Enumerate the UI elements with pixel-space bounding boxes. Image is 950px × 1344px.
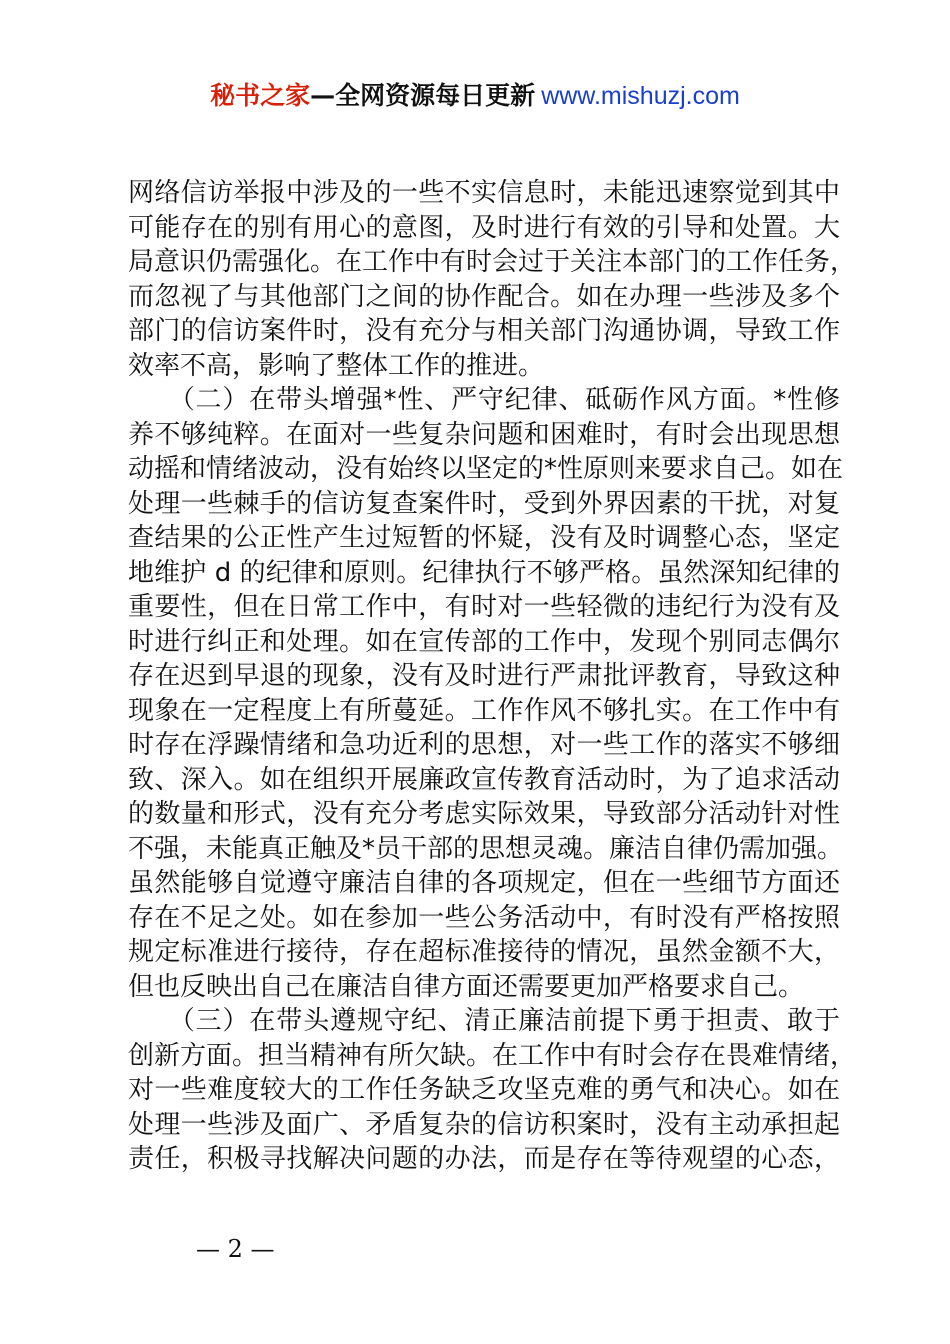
text-line: 虽然能够自觉遵守廉洁自律的各项规定，但在一些细节方面还 xyxy=(128,868,840,898)
site-header xyxy=(0,78,950,114)
text-line: 处理一些棘手的信访复查案件时，受到外界因素的干扰，对复 xyxy=(128,488,840,519)
text-line: 现象在一定程度上有所蔓延。工作作风不够扎实。在工作中有 xyxy=(128,695,840,726)
page-number: — 2 — xyxy=(196,1235,275,1263)
text-line: 的数量和形式，没有充分考虑实际效果，导致部分活动针对性 xyxy=(128,799,840,829)
text-line: 局意识仍需强化。在工作中有时会过于关注本部门的工作任务， xyxy=(128,247,857,277)
text-line: 创新方面。担当精神有所欠缺。在工作中有时会存在畏难情绪， xyxy=(128,1040,857,1071)
text-line: 致、深入。如在组织开展廉政宣传教育活动时，为了追求活动 xyxy=(128,764,840,795)
text-line: （二）在带头增强*性、严守纪律、砥砺作风方面。*性修 xyxy=(128,385,840,415)
document-body xyxy=(128,176,857,1177)
text-line: 责任，积极寻找解决问题的办法，而是存在等待观望的心态， xyxy=(128,1144,840,1174)
text-line: 养不够纯粹。在面对一些复杂问题和困难时，有时会出现思想 xyxy=(128,419,840,450)
site-brand: 秘书之家 xyxy=(210,81,311,110)
text-line: 存在迟到早退的现象，没有及时进行严肃批评教育，导致这种 xyxy=(128,661,840,691)
text-line: 动摇和情绪波动，没有始终以坚定的*性原则来要求自己。如在 xyxy=(128,454,844,484)
text-line: （三）在带头遵规守纪、清正廉洁前提下勇于担责、敢于 xyxy=(128,1006,840,1036)
text-line: 重要性，但在日常工作中，有时对一些轻微的违纪行为没有及 xyxy=(128,592,840,622)
site-url[interactable]: www.mishuzj.com xyxy=(541,82,740,110)
text-line: 地维护 d 的纪律和原则。纪律执行不够严格。虽然深知纪律的 xyxy=(128,557,840,588)
text-line: 处理一些涉及面广、矛盾复杂的信访积案时，没有主动承担起 xyxy=(128,1109,840,1140)
text-line: 时进行纠正和处理。如在宣传部的工作中，发现个别同志偶尔 xyxy=(128,626,840,657)
text-line: 部门的信访案件时，没有充分与相关部门沟通协调，导致工作 xyxy=(128,316,840,346)
text-line: 网络信访举报中涉及的一些不实信息时，未能迅速察觉到其中 xyxy=(128,178,840,208)
text-line: 可能存在的别有用心的意图，及时进行有效的引导和处置。大 xyxy=(128,212,840,243)
text-line: 效率不高，影响了整体工作的推进。 xyxy=(128,350,545,381)
site-tagline: —全网资源每日更新 xyxy=(310,81,536,110)
text-line: 时存在浮躁情绪和急功近利的思想，对一些工作的落实不够细 xyxy=(128,730,840,760)
text-line: 对一些难度较大的工作任务缺乏攻坚克难的勇气和决心。如在 xyxy=(128,1075,840,1105)
text-line: 但也反映出自己在廉洁自律方面还需要更加严格要求自己。 xyxy=(128,971,805,1002)
text-line: 查结果的公正性产生过短暂的怀疑，没有及时调整心态，坚定 xyxy=(128,523,840,553)
text-line: 规定标准进行接待，存在超标准接待的情况，虽然金额不大， xyxy=(128,937,840,967)
text-line: 不强，未能真正触及*员干部的思想灵魂。廉洁自律仍需加强。 xyxy=(128,833,844,864)
text-line: 存在不足之处。如在参加一些公务活动中，有时没有严格按照 xyxy=(128,902,840,933)
text-line: 而忽视了与其他部门之间的协作配合。如在办理一些涉及多个 xyxy=(128,281,840,312)
